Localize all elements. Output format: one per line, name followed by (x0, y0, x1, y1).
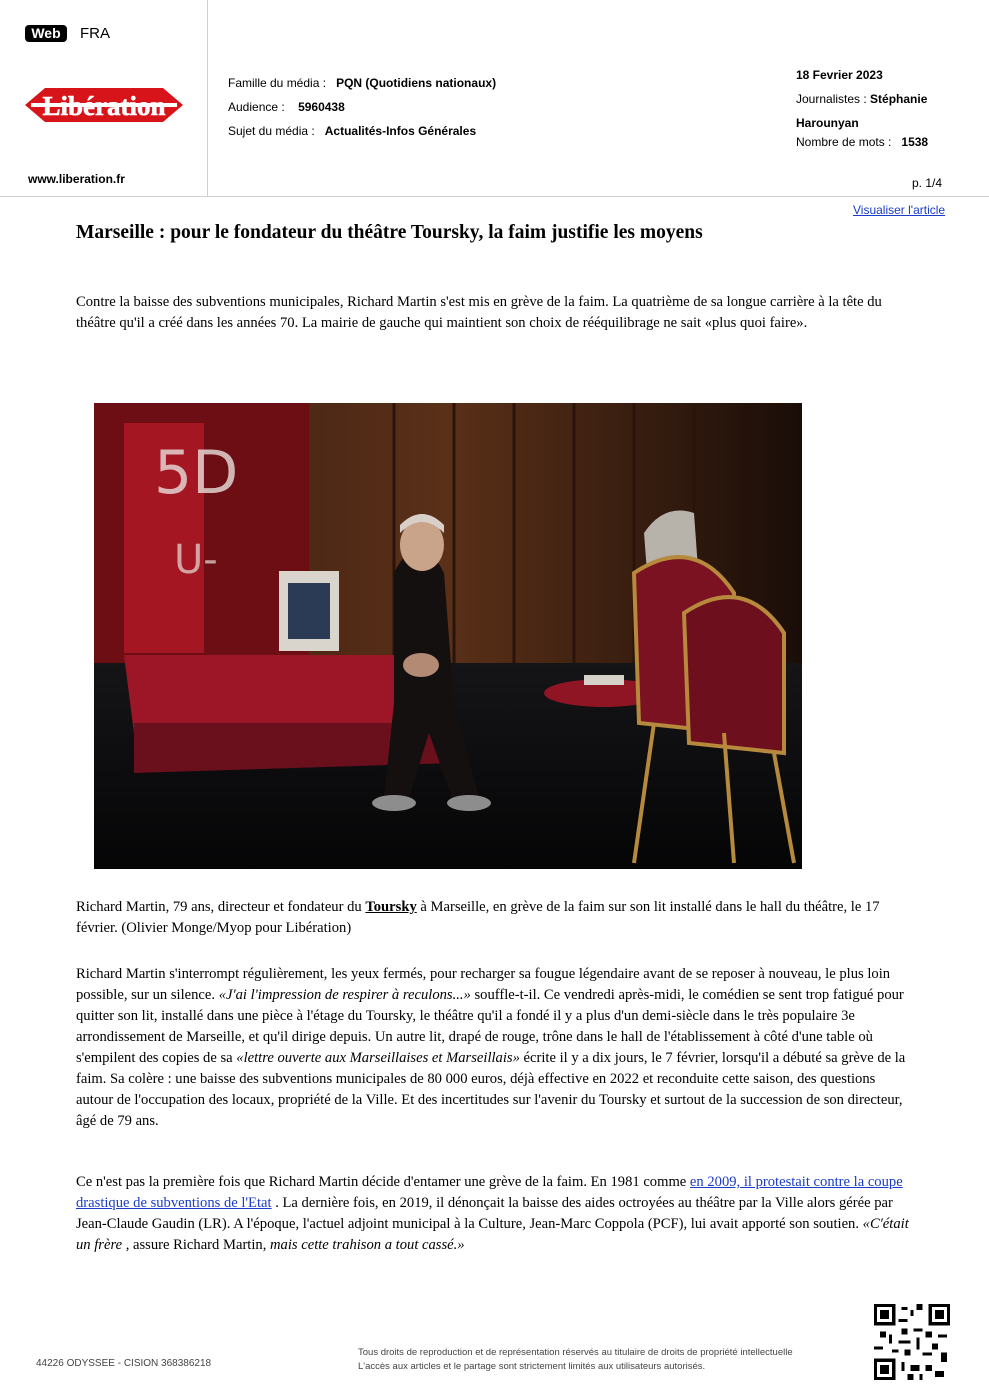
footer-rights: Tous droits de reproduction et de représentation réservés au titulaire de droits de propriété intellectuelle L'accès aux articles et le partage sont strictement limités aux utilisateurs autorisés. (358, 1347, 793, 1372)
photo-caption: Richard Martin, 79 ans, directeur et fondateur du Toursky à Marseille, en grève de la faim sur son lit installé dans le hall du théâtre, le 17 février. (Olivier Monge/Myop pour Libération) (76, 899, 880, 936)
toursky-link[interactable]: Toursky (365, 899, 417, 915)
article-title: Marseille : pour le fondateur du théâtre Toursky, la faim justifie les moyens (76, 222, 703, 243)
site-url: www.liberation.fr (28, 172, 125, 186)
web-badge: Web (25, 25, 67, 42)
meta-word-count: Nombre de mots : 1538 (796, 135, 929, 149)
article-lead: Contre la baisse des subventions municipales, Richard Martin s'est mis en grève de la faim. La quatrième de sa longue carrière à la tête du théâtre qu'il a créé dans les années 70. La mairie de gauche qui maintient son choix de rééquilibrage ne sait «plus quoi faire». (76, 294, 882, 331)
svg-text:5D: 5D (154, 438, 239, 508)
liberation-logo (25, 82, 183, 128)
meta-sujet: Sujet du média : Actualités-Infos Générales (228, 124, 477, 138)
meta-journalistes: Journalistes : Stéphanie (796, 92, 928, 106)
meta-audience: Audience : 5960438 (228, 100, 345, 114)
protest-2009-link[interactable]: en 2009, il protestait contre la coupe drastique de subventions de l'Etat (76, 1174, 903, 1211)
article-paragraph-2: Ce n'est pas la première fois que Richard Martin décide d'entamer une grève de la faim. En 1981 comme en 2009, il protestait contre la coupe drastique de subventions de l'Etat . La dernière fois, en 2019, il dénonçait la baisse des aides octroyées au théâtre par la Ville alors gérée par Jean-Claude Gaudin (LR). A l'époque, l'actuel adjoint municipal à la Culture, Jean-Marc Coppola (PCF), lui avait apporté son soutien. «C'était un frère , assure Richard Martin, mais cette trahison a tout cassé.» (76, 1174, 909, 1253)
svg-text:Libération: Libération (42, 91, 166, 121)
header-divider-horizontal (0, 196, 989, 197)
language-label: FRA (80, 25, 110, 42)
footer-reference: 44226 ODYSSEE - CISION 368386218 (36, 1358, 212, 1369)
qr-code (874, 1304, 950, 1380)
article-photo (94, 403, 802, 869)
svg-text:U-: U- (174, 537, 218, 583)
view-article-link[interactable]: Visualiser l'article (853, 203, 946, 217)
header-divider-vertical (207, 0, 208, 196)
journalist-name-line2: Harounyan (796, 116, 859, 130)
meta-famille: Famille du média : PQN (Quotidiens nationaux) (228, 76, 497, 90)
article-date: 18 Fevrier 2023 (796, 68, 883, 82)
article-paragraph-1: Richard Martin s'interrompt régulièrement, les yeux fermés, pour recharger sa fougue légendaire avant de se reposer à nouveau, le plus loin possible, sur un silence. «J'ai l'impression de respirer à reculons...» souffle-t-il. Ce vendredi après-midi, le comédien se sent trop fatigué pour quitter son lit, installé dans une pièce à l'étage du Toursky, le théâtre qu'il a fondé il y a plus d'un demi-siècle dans le très populaire 3e arrondissement de Marseille, et qu'il dirige depuis. Un autre lit, drapé de rouge, trône dans le hall de l'établissement à côté d'une table où s'empilent des copies de sa «lettre ouverte aux Marseillaises et Marseillais» écrite il y a dix jours, le 7 février, lorsqu'il a débuté sa grève de la faim. Sa colère : une baisse des subventions municipales de 80 000 euros, déjà effective en 2022 et reconduite cette saison, des questions autour de l'occupation des locaux, propriété de la Ville. Et des incertitudes sur l'avenir du Toursky et surtout de la succession de son directeur, âgé de 79 ans. (76, 966, 906, 1129)
page-number: p. 1/4 (912, 176, 943, 190)
